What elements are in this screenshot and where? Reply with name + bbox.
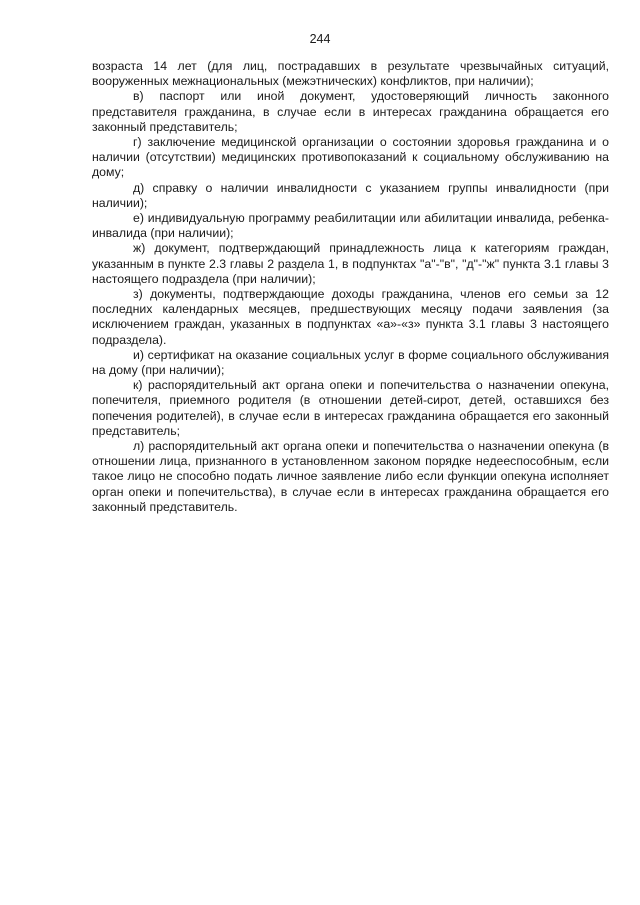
paragraph-item-i: и) сертификат на оказание социальных услуг в форме социального обслуживания на дому (при наличии);	[92, 347, 609, 378]
paragraph-item-l: л) распорядительный акт органа опеки и попечительства о назначении опекуна (в отношении лица, признанного в установленном законом порядке недееспособным, если такое лицо не способно подать личное заявление либо если функции опекуна исполняет орган опеки и попечительства), в случае если в интересах гражданина обращается его законный представитель.	[92, 439, 609, 514]
document-body	[92, 59, 609, 515]
paragraph-item-e: е) индивидуальную программу реабилитации или абилитации инвалида, ребенка-инвалида (при наличии);	[92, 211, 609, 241]
paragraph-item-z: з) документы, подтверждающие доходы гражданина, членов его семьи за 12 последних календарных месяцев, предшествующих месяцу подачи заявления (за исключением граждан, указанных в подпунктах «а»-«з» пункта 3.1 главы 3 настоящего подраздела).	[92, 287, 609, 347]
page-number: 244	[309, 32, 331, 46]
paragraph-item-v: в) паспорт или иной документ, удостоверяющий личность законного представителя гражданина, в случае если в интересах гражданина обращается его законный представитель;	[92, 89, 609, 134]
paragraph-continuation: возраста 14 лет (для лиц, пострадавших в результате чрезвычайных ситуаций, вооруженных межнациональных (межэтнических) конфликтов, при наличии);	[92, 59, 609, 89]
paragraph-item-d: д) справку о наличии инвалидности с указанием группы инвалидности (при наличии);	[92, 180, 609, 210]
paragraph-item-g: г) заключение медицинской организации о состоянии здоровья гражданина и о наличии (отсутствии) медицинских противопоказаний к социальному обслуживанию на дому;	[92, 135, 609, 180]
paragraph-item-k: к) распорядительный акт органа опеки и попечительства о назначении опекуна, попечителя, приемного родителя (в отношении детей-сирот, детей, оставшихся без попечения родителей), в случае если в интересах гражданина обращается его законный представитель;	[92, 378, 609, 438]
paragraph-item-zh: ж) документ, подтверждающий принадлежность лица к категориям граждан, указанным в пункте 2.3 главы 2 раздела 1, в подпунктах "а"-"в", "д"-"ж" пункта 3.1 главы 3 настоящего подраздела (при наличии);	[92, 241, 609, 286]
